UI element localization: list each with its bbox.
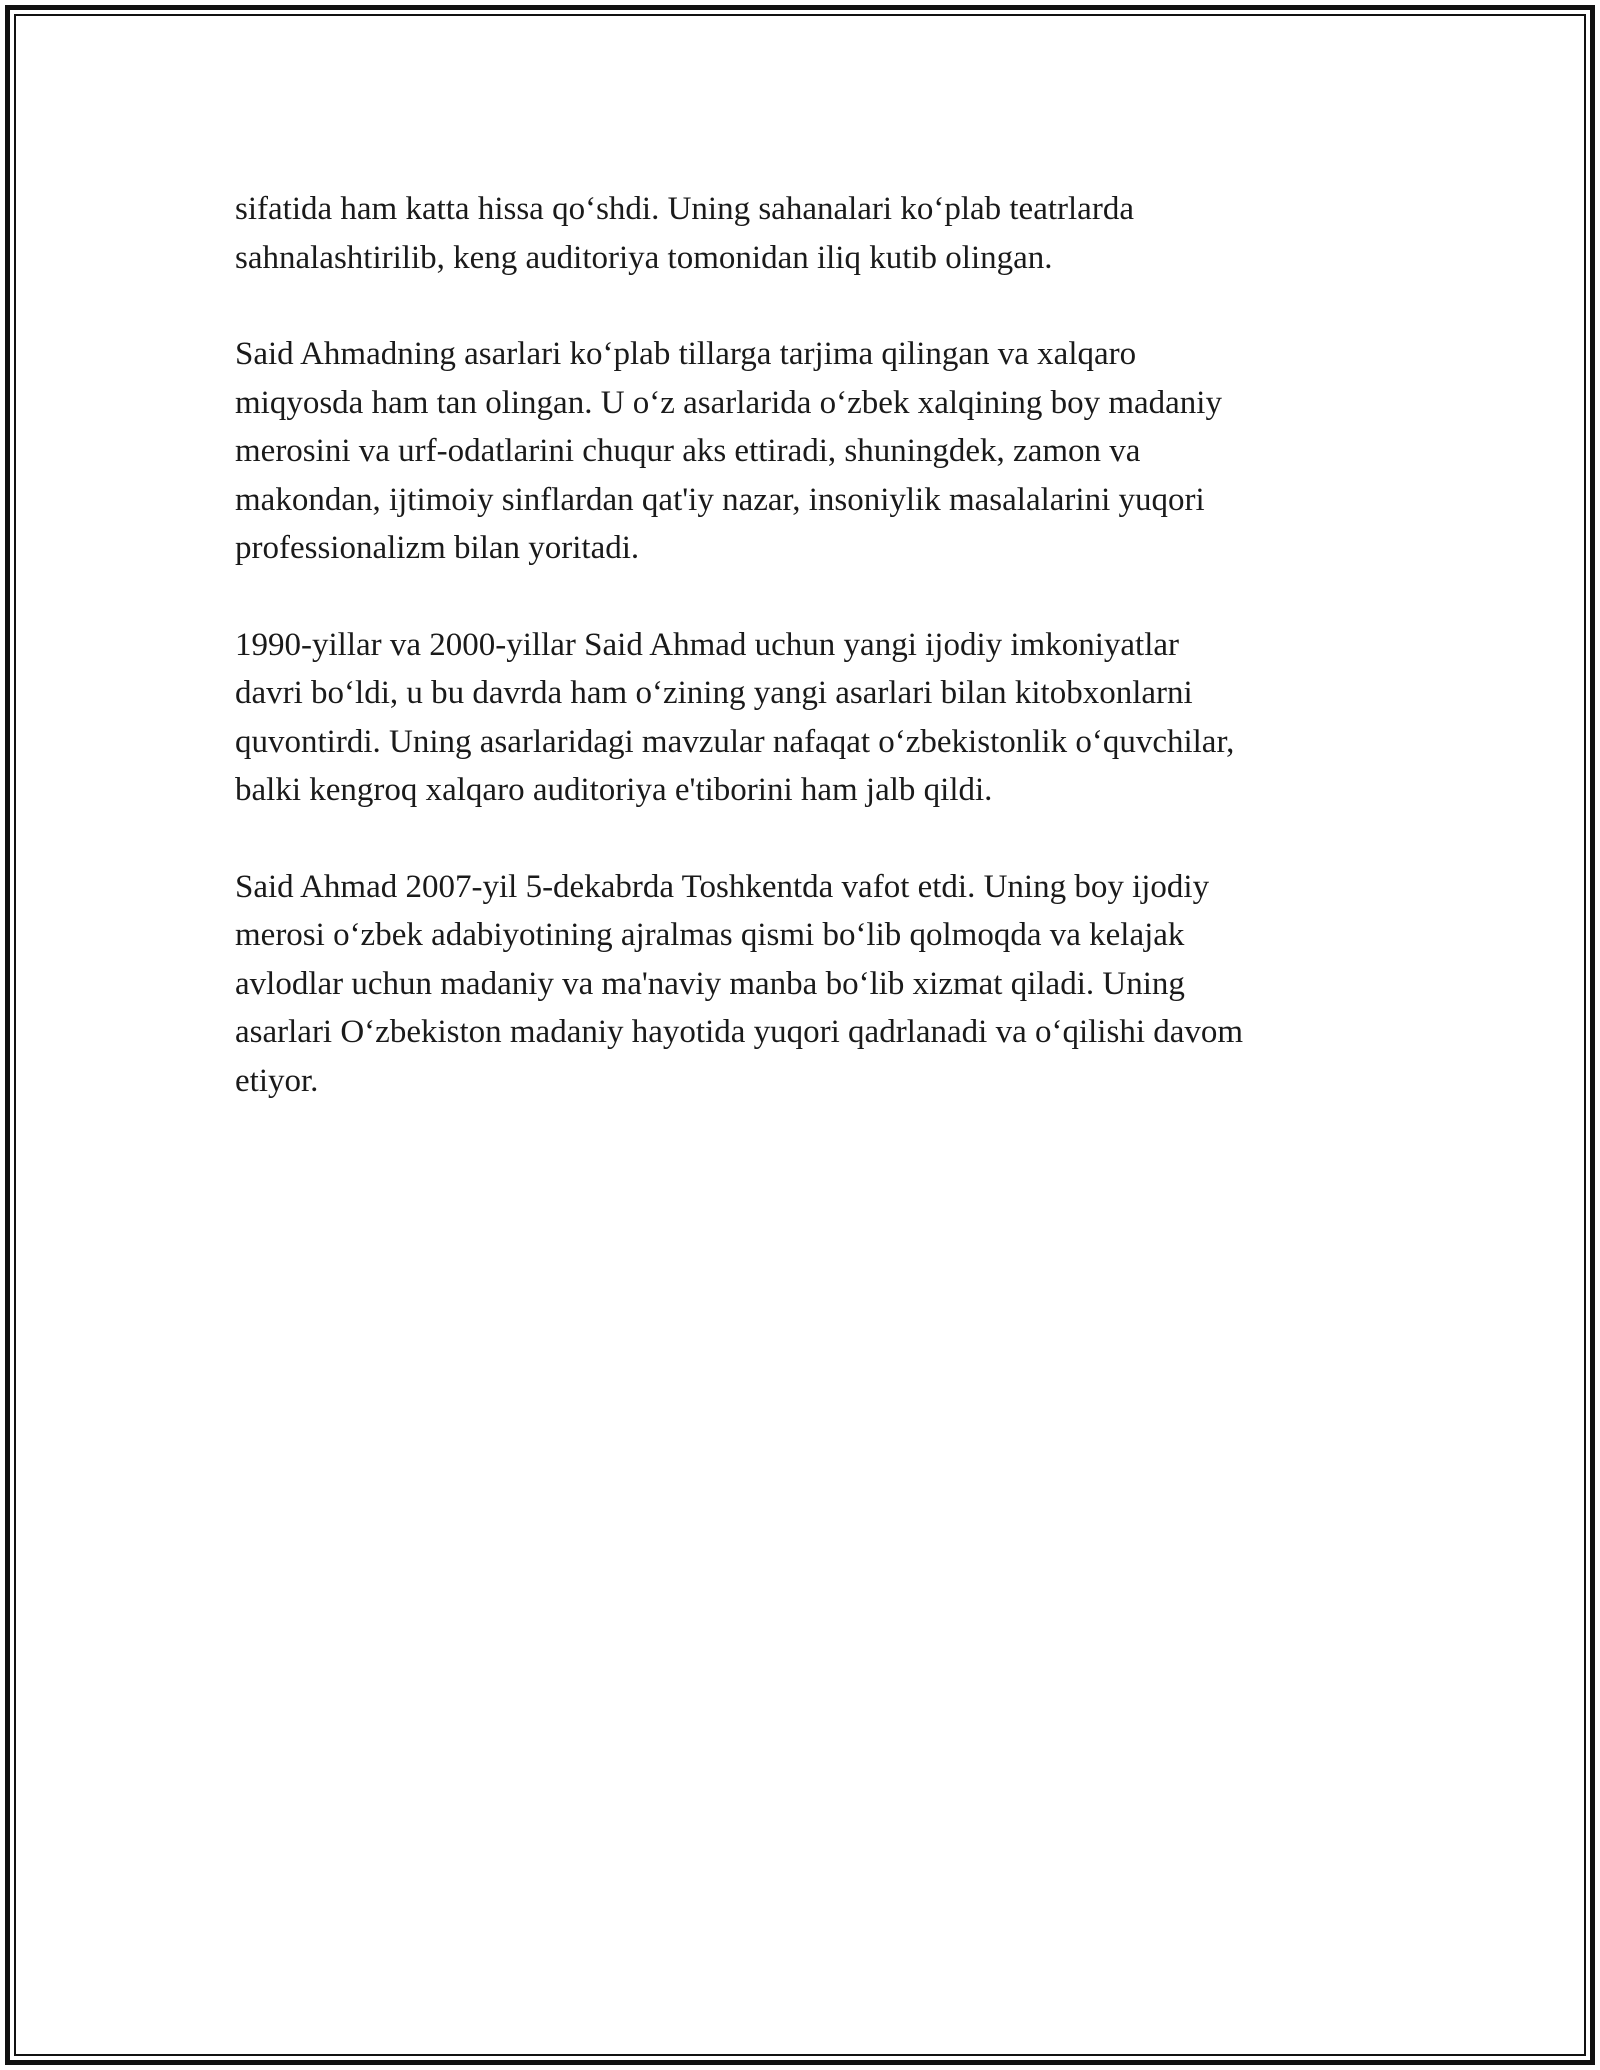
paragraph-1: sifatida ham katta hissa qo‘shdi. Uning sahanalari ko‘plab teatrlarda sahnalashtirilib, keng auditoriya tomonidan iliq kutib olingan. [235, 191, 1134, 276]
paragraph-2: Said Ahmadning asarlari ko‘plab tillarga tarjima qilingan va xalqaro miqyosda ham tan olingan. U o‘z asarlarida o‘zbek xalqining boy madaniy merosini va urf-odatlarini chuqur aks ettiradi, shuningdek, zamon va makondan, ijtimoiy sinflardan qat'iy nazar, insoniylik masalalarini yuqori professionalizm bilan yoritadi. [235, 336, 1222, 566]
paragraph-3: 1990-yillar va 2000-yillar Said Ahmad uchun yangi ijodiy imkoniyatlar davri bo‘ldi, u bu davrda ham o‘zining yangi asarlari bilan kitobxonlarni quvontirdi. Uning asarlaridagi mavzular nafaqat o‘zbekistonlik o‘quvchilar, balki kengroq xalqaro auditoriya e'tiborini ham jalb qildi. [235, 626, 1235, 808]
paragraph-4: Said Ahmad 2007-yil 5-dekabrda Toshkentda vafot etdi. Uning boy ijodiy merosi o‘zbek adabiyotining ajralmas qismi bo‘lib qolmoqda va kelajak avlodlar uchun madaniy va ma'naviy manba bo‘lib xizmat qiladi. Uning asarlari O‘zbekiston madaniy hayotida yuqori qadrlanadi va o‘qilishi davom etiyor. [235, 868, 1244, 1099]
document-body [235, 185, 1375, 1153]
